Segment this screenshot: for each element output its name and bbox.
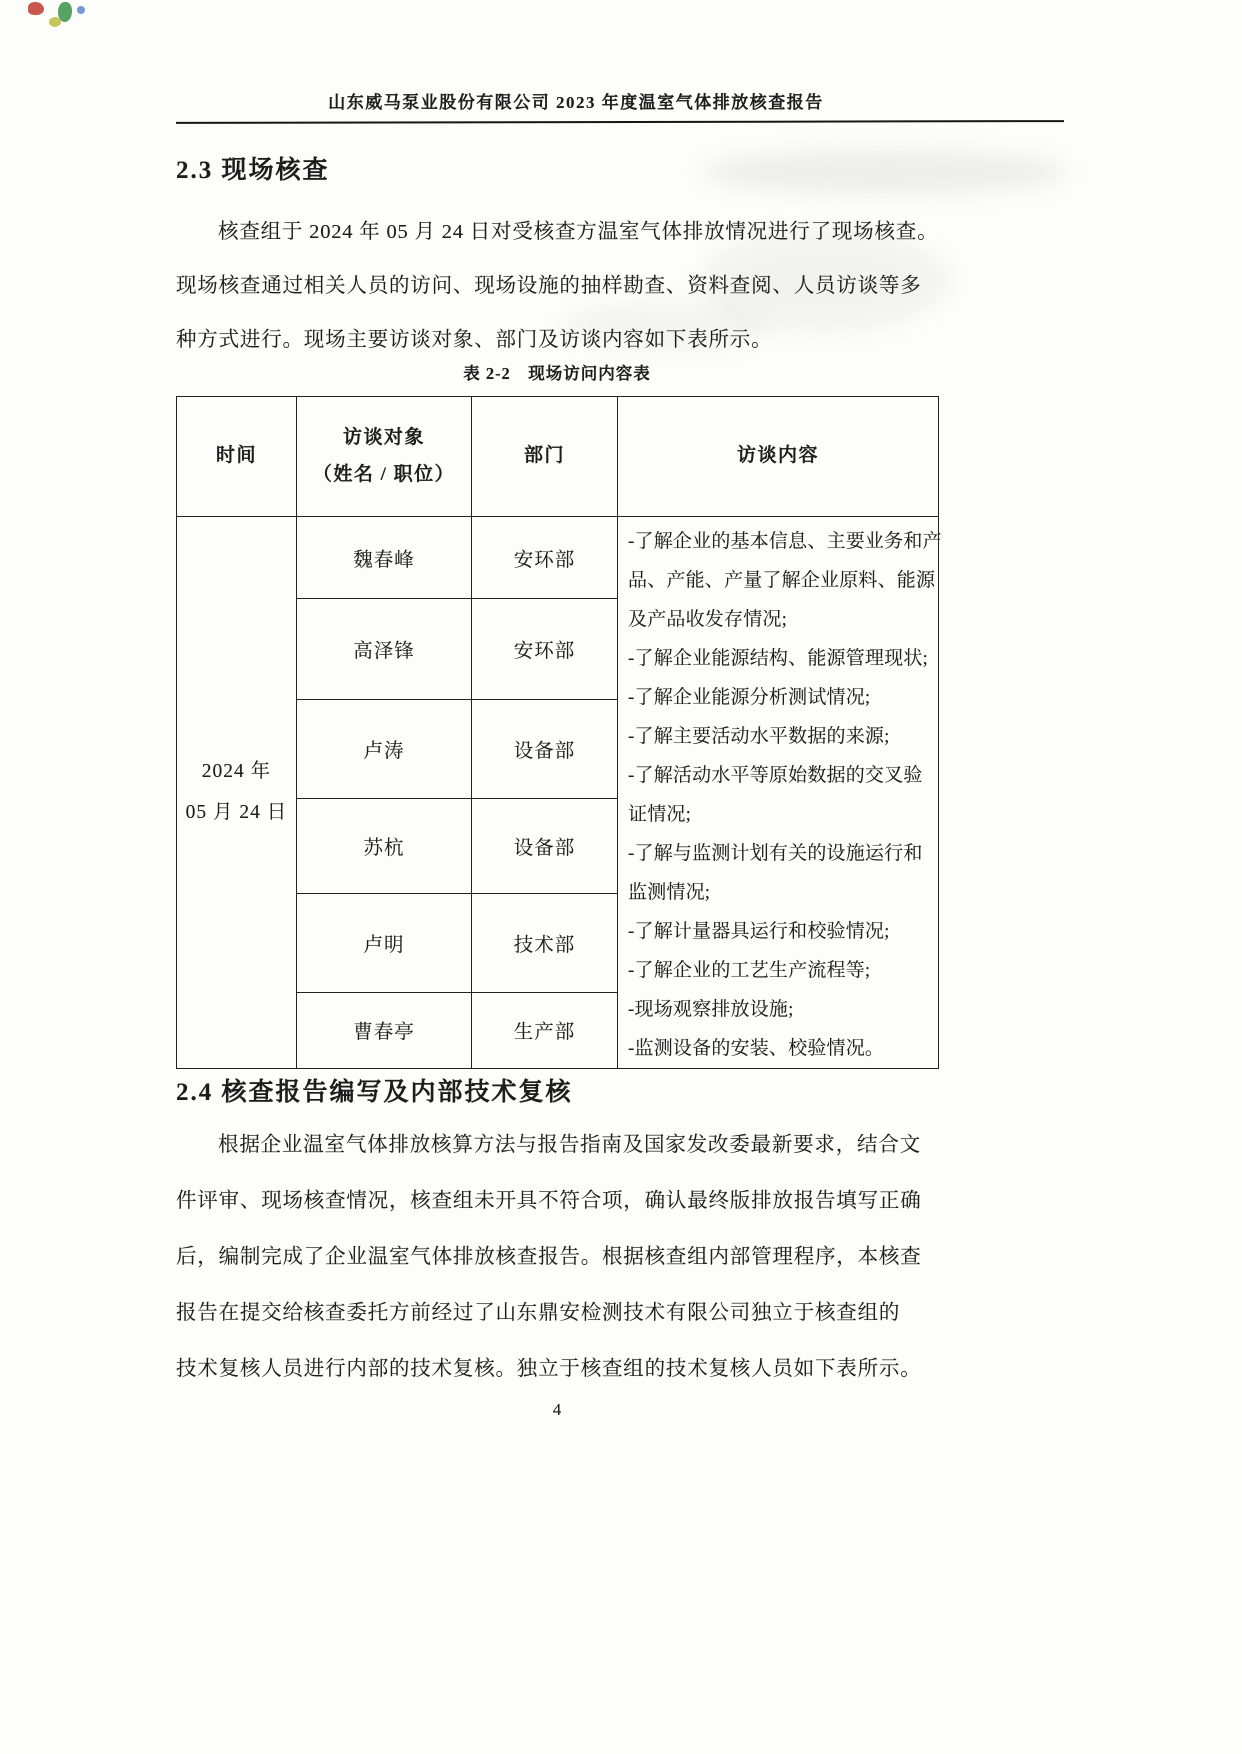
- scan-artifact-blue: [77, 6, 85, 14]
- department-cell: 技术部: [472, 894, 618, 993]
- col-header-interviewee: [297, 397, 472, 517]
- content-line: 监测情况;: [628, 882, 711, 903]
- table-caption: 表 2-2 现场访问内容表: [463, 364, 651, 383]
- paragraph-line: 根据企业温室气体排放核算方法与报告指南及国家发改委最新要求，结合文: [218, 1134, 921, 1156]
- header-rule: [176, 120, 1064, 124]
- department-cell: 安环部: [472, 517, 618, 599]
- time-cell: [177, 517, 297, 1069]
- interviewee-cell: 苏杭: [297, 798, 472, 894]
- scan-artifact-yellow: [49, 17, 61, 27]
- section-2-3-paragraph: [176, 205, 948, 367]
- interviewee-cell: 卢明: [297, 894, 472, 993]
- col-header-interviewee-line1: 访谈对象: [342, 427, 425, 449]
- interviewee-cell: 高泽锋: [297, 599, 472, 700]
- paragraph-line: 技术复核人员进行内部的技术复核。独立于核查组的技术复核人员如下表所示。: [176, 1358, 922, 1380]
- scan-artifact-red: [28, 2, 44, 15]
- content-line: -了解企业能源结构、能源管理现状;: [628, 648, 929, 669]
- content-line: 证情况;: [628, 804, 692, 825]
- department-cell: 安环部: [472, 599, 618, 700]
- interview-table: [176, 396, 942, 1069]
- table-row: [177, 517, 939, 599]
- content-line: -现场观察排放设施;: [628, 999, 794, 1020]
- content-line: -了解活动水平等原始数据的交叉验: [628, 765, 923, 786]
- content-line: -了解企业能源分析测试情况;: [628, 687, 871, 708]
- col-header-department: 部门: [472, 397, 618, 517]
- paragraph-line: 种方式进行。现场主要访谈对象、部门及访谈内容如下表所示。: [176, 329, 773, 351]
- department-cell: 设备部: [472, 798, 618, 894]
- content-line: 及产品收发存情况;: [628, 609, 788, 630]
- time-line2: 05 月 24 日: [185, 801, 288, 823]
- col-header-time: 时间: [177, 397, 297, 517]
- content-line: -了解主要活动水平数据的来源;: [628, 726, 890, 747]
- col-header-content: 访谈内容: [618, 397, 939, 517]
- content-line: -了解企业的基本信息、主要业务和产: [628, 531, 942, 552]
- section-2-3-heading: 2.3 现场核查: [176, 157, 330, 184]
- page-number: 4: [552, 1400, 562, 1419]
- department-cell: 设备部: [472, 699, 618, 798]
- time-line1: 2024 年: [201, 760, 272, 782]
- section-2-4-heading: 2.4 核查报告编写及内部技术复核: [176, 1079, 573, 1106]
- department-cell: 生产部: [472, 992, 618, 1068]
- content-line: -了解与监测计划有关的设施运行和: [628, 843, 923, 864]
- paragraph-line: 后，编制完成了企业温室气体排放核查报告。根据核查组内部管理程序，本核查: [176, 1246, 922, 1268]
- paragraph-line: 核查组于 2024 年 05 月 24 日对受核查方温室气体排放情况进行了现场核查。: [218, 221, 939, 243]
- paragraph-line: 件评审、现场核查情况，核查组未开具不符合项，确认最终版排放报告填写正确: [176, 1190, 922, 1212]
- col-header-interviewee-line2: （姓名 / 职位）: [312, 463, 456, 485]
- content-line: -了解计量器具运行和校验情况;: [628, 921, 890, 942]
- content-line: 品、产能、产量了解企业原料、能源: [628, 570, 936, 591]
- interviewee-cell: 卢涛: [297, 699, 472, 798]
- content-line: -监测设备的安装、校验情况。: [628, 1038, 885, 1059]
- paragraph-line: 报告在提交给核查委托方前经过了山东鼎安检测技术有限公司独立于核查组的: [176, 1302, 901, 1324]
- interviewee-cell: 魏春峰: [297, 517, 472, 599]
- interviewee-cell: 曹春亭: [297, 992, 472, 1068]
- interview-content-cell: [618, 517, 942, 1069]
- paragraph-line: 现场核查通过相关人员的访问、现场设施的抽样勘查、资料查阅、人员访谈等多: [176, 275, 922, 297]
- section-2-4-paragraph: [176, 1117, 948, 1397]
- page-header-title: 山东威马泵业股份有限公司 2023 年度温室气体排放核查报告: [328, 93, 824, 112]
- scan-smudge: [700, 150, 1070, 194]
- content-line: -了解企业的工艺生产流程等;: [628, 960, 871, 981]
